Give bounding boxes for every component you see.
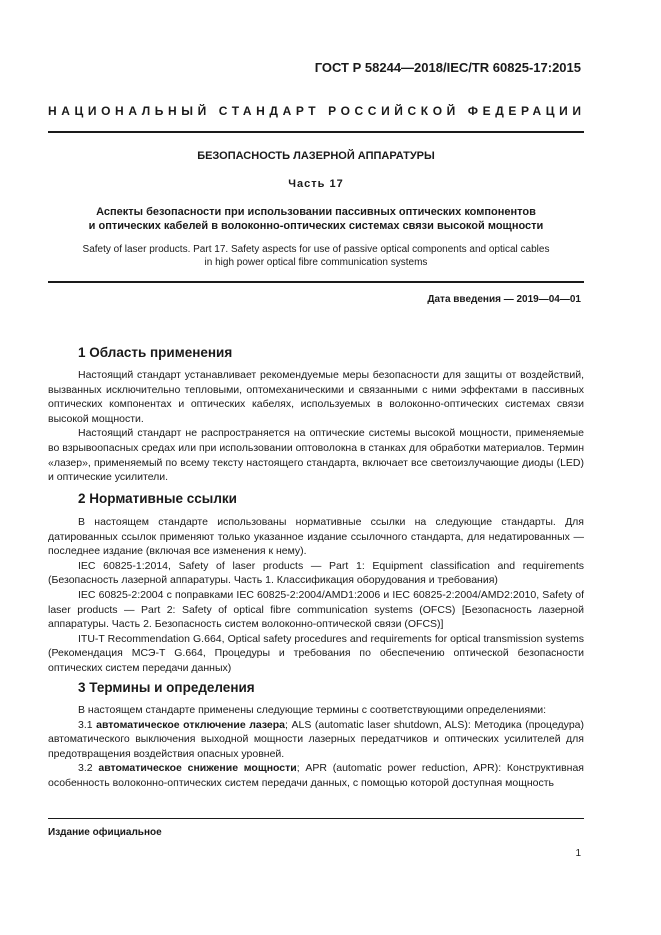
title-rule (48, 281, 584, 283)
term-definition (48, 718, 584, 762)
english-title (48, 243, 584, 269)
subtitle-line: Аспекты безопасности при использовании пассивных оптических компонентов (96, 206, 536, 218)
definition: ; ALS (automatic laser shutdown, ALS): Методика (процедура) автоматического выключения выходной мощности лазерных передатчиков и оптических усилителей для предотвращения воздействия опасных уровней. (48, 718, 584, 760)
footer-rule (48, 818, 584, 819)
section-heading: 3 Термины и определения (78, 680, 255, 695)
header-rule (48, 131, 584, 133)
paragraph: IEC 60825-1:2014, Safety of laser products — Part 1: Equipment classification and requirements (Безопасность лазерной аппаратуры. Часть 1. Классификация оборудования и требования) (48, 559, 584, 587)
paragraph: В настоящем стандарте применены следующие термины с соответствующими определениями: (78, 704, 547, 716)
section-1-body (48, 368, 584, 485)
introduction-date: Дата введения — 2019—04—01 (427, 294, 581, 305)
term: автоматическое снижение мощности (98, 762, 297, 775)
term: автоматическое отключение лазера (96, 718, 286, 731)
paragraph: ITU-T Recommendation G.664, Optical safety procedures and requirements for optical transmission systems (Рекомендация МСЭ-Т G.664, Процедуры и требования по обеспечению оптической безопасности оптических систем передачи данных) (48, 632, 584, 674)
section-heading: 1 Область применения (78, 345, 233, 360)
term-definition (48, 761, 584, 790)
page-number: 1 (575, 848, 581, 859)
definition: ; APR (automatic power reduction, APR): Конструктивная особенность волоконно-оптических систем передачи данных, с помощью которой доступная мощность (48, 762, 584, 789)
standard-title: БЕЗОПАСНОСТЬ ЛАЗЕРНОЙ АППАРАТУРЫ (197, 150, 435, 162)
national-standard-banner: НАЦИОНАЛЬНЫЙ СТАНДАРТ РОССИЙСКОЙ ФЕДЕРАЦИИ (48, 104, 586, 118)
term-number: 3.1 (78, 718, 97, 731)
section-2-body (48, 515, 584, 676)
paragraph: Настоящий стандарт не распространяется на оптические системы высокой мощности, применяемые во взрывоопасных средах или при использовании оптоволокна в станках для обработки материалов. Термин «лазер», применяемый по всему тексту настоящего стандарта, включает все светоизлучающие диоды (LED) и оптические усилители. (48, 427, 584, 484)
paragraph: В настоящем стандарте использованы нормативные ссылки на следующие стандарты. Для датированных ссылок применяют только указанное издание ссылочного стандарта, для недатированных — последнее издание (включая все изменения к нему). (48, 516, 584, 558)
paragraph: Настоящий стандарт устанавливает рекомендуемые меры безопасности для защиты от воздействий, вызванных исключительно тепловыми, оптомеханическими и связанными с ними эффектами в пассивных оптических компонентах и оптических кабелях, используемых в волоконно-оптических системах связи высокой мощности. (48, 369, 584, 425)
section-heading: 2 Нормативные ссылки (78, 491, 237, 506)
document-code: ГОСТ Р 58244—2018/IEC/TR 60825-17:2015 (314, 60, 581, 75)
subtitle-line: и оптических кабелей в волоконно-оптических системах связи высокой мощности (88, 220, 544, 232)
english-title-line: Safety of laser products. Part 17. Safety aspects for use of passive optical components and optical cables (82, 244, 550, 255)
paragraph: IEC 60825-2:2004 с поправками IEC 60825-2:2004/AMD1:2006 и IEC 60825-2:2004/AMD2:2010, Safety of laser products — Part 2: Safety of optical fibre communication systems (OFCS) [Безопасность лазерной аппаратуры. Часть 2. Безопасность систем волоконно-оптической связи (OFCS)] (48, 588, 584, 631)
english-title-line: in high power optical fibre communication systems (204, 257, 428, 268)
term-number: 3.2 (78, 762, 99, 775)
standard-subtitle (48, 205, 584, 233)
official-edition-label: Издание официальное (48, 827, 162, 838)
part-number: Часть 17 (288, 178, 344, 190)
section-3-body (48, 703, 584, 791)
